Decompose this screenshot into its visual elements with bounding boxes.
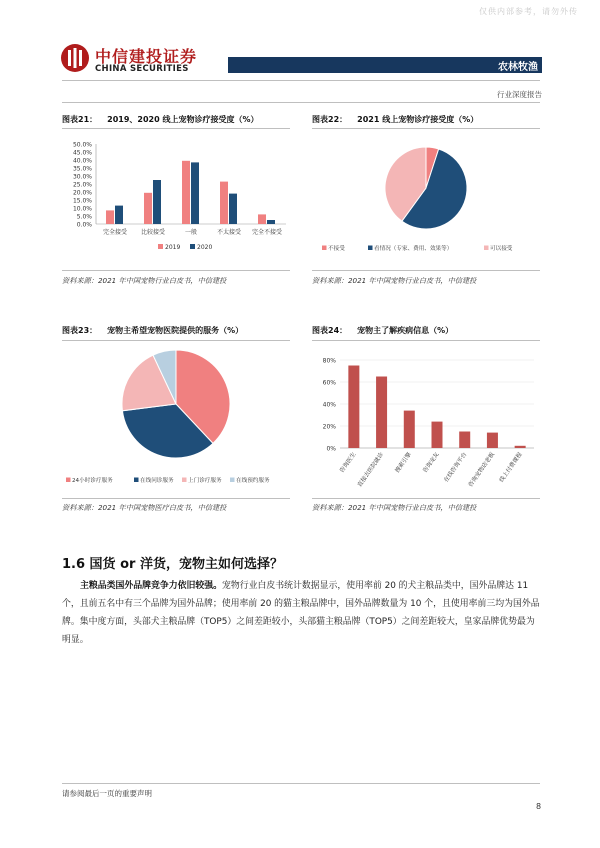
bar — [376, 377, 387, 449]
legend-swatch — [368, 246, 373, 251]
logo-english: CHINA SECURITIES — [95, 64, 189, 74]
bar — [432, 422, 443, 448]
x-tick-label: 直接去医院就诊 — [357, 451, 386, 489]
legend-label: 2019 — [165, 244, 181, 251]
fig23-title: 图表23： 宠物主希望宠物医院提供的服务（%） — [62, 326, 244, 335]
legend-label: 看情况（专家、费用、效果等） — [374, 246, 453, 252]
section-lead: 主粮品类国外品牌竞争力依旧较强。 — [80, 581, 222, 591]
report-type: 行业深度报告 — [497, 90, 542, 99]
footer-disclaimer: 请参阅最后一页的重要声明 — [62, 789, 152, 798]
fig22-bottom-rule — [312, 270, 540, 271]
bar-2019 — [258, 214, 266, 224]
header-bar — [228, 57, 542, 73]
header-rule — [62, 80, 540, 81]
y-tick-label: 20% — [322, 423, 336, 431]
legend-label: 在线预约服务 — [236, 478, 270, 484]
fig21-source: 资料来源：2021 年中国宠物行业白皮书，中信建投 — [62, 276, 227, 285]
x-tick-label: 线上付费课程 — [498, 451, 524, 484]
x-tick-label: 比较接受 — [140, 229, 166, 236]
logo-text: 中信建投证券 — [95, 47, 198, 66]
x-tick-label: 咨询医生 — [339, 451, 358, 475]
legend-label: 2020 — [197, 244, 213, 251]
legend-swatch — [230, 478, 235, 483]
legend-swatch — [190, 244, 195, 249]
fig22-title: 图表22： 2021 线上宠物诊疗接受度（%） — [312, 115, 479, 124]
x-tick-label: 完全不接受 — [251, 229, 283, 236]
y-tick-label: 40% — [322, 401, 336, 409]
legend-swatch — [66, 478, 71, 483]
bar — [348, 366, 359, 449]
legend-swatch — [484, 246, 489, 251]
chart-disease-info — [312, 346, 540, 494]
legend-swatch — [134, 478, 139, 483]
x-tick-label: 一般 — [184, 229, 198, 236]
fig24-rule — [312, 340, 540, 341]
fig21-rule — [62, 128, 290, 129]
bar-2019 — [182, 161, 190, 224]
legend-swatch — [322, 246, 327, 251]
legend-label: 上门诊疗服务 — [188, 478, 222, 484]
y-tick-label: 5.0% — [76, 213, 92, 221]
footer-rule — [62, 783, 540, 784]
fig21-bottom-rule — [62, 270, 290, 271]
bar-2020 — [153, 180, 161, 224]
y-tick-label: 45.0% — [72, 149, 92, 157]
legend-label: 不接受 — [328, 246, 345, 252]
bar-2020 — [191, 162, 199, 224]
bar-2019 — [220, 182, 228, 224]
y-tick-label: 10.0% — [72, 205, 92, 213]
bar — [404, 411, 415, 448]
y-tick-label: 60% — [322, 379, 336, 387]
fig24-bottom-rule — [312, 498, 540, 499]
y-tick-label: 15.0% — [72, 197, 92, 205]
fig23-bottom-rule — [62, 498, 290, 499]
fig22-source: 资料来源：2021 年中国宠物行业白皮书，中信建投 — [312, 276, 477, 285]
watermark: 仅供内部参考，请勿外传 — [479, 7, 578, 16]
chart-services-pie — [62, 346, 290, 494]
bar — [459, 432, 470, 449]
chart-acceptance-2019-2020 — [62, 136, 290, 266]
header-rule-2 — [62, 102, 540, 103]
fig24-source: 资料来源：2021 年中国宠物行业白皮书，中信建投 — [312, 503, 477, 512]
legend-swatch — [158, 244, 163, 249]
legend-label: 在线问诊服务 — [140, 478, 174, 484]
section-body-text: 宠物行业白皮书统计数据显示，使用率前 20 的犬主粮品类中，国外品牌达 11 个，且前五名中有三个品牌为国外品牌；使用率前 20 的猫主粮品牌中，国外品牌数量为 10 个，且使用率前三均为国外品牌。集中度方面，头部犬主粮品牌（TOP5）之间差距较小，头部猫主粮品牌（TOP5）之间差距较大，皇家品牌优势最为明显。 — [62, 581, 540, 645]
fig23-source: 资料来源：2021 年中国宠物医疗白皮书，中信建投 — [62, 503, 227, 512]
y-tick-label: 40.0% — [72, 157, 92, 165]
x-tick-label: 不太接受 — [216, 229, 242, 236]
section-heading: 1.6 国货 or 洋货，宠物主如何选择？ — [62, 557, 283, 572]
y-tick-label: 0.0% — [76, 221, 92, 229]
fig22-rule — [312, 128, 540, 129]
section-body — [62, 577, 540, 649]
x-tick-label: 咨询宠友 — [422, 451, 441, 475]
y-tick-label: 20.0% — [72, 189, 92, 197]
fig24-title: 图表24： 宠物主了解疾病信息（%） — [312, 326, 454, 335]
y-tick-label: 30.0% — [72, 173, 92, 181]
y-tick-label: 80% — [322, 357, 336, 365]
y-tick-label: 35.0% — [72, 165, 92, 173]
bar-2020 — [115, 206, 123, 224]
bar-2020 — [267, 220, 275, 224]
x-tick-label: 搜索引擎 — [394, 451, 413, 475]
x-tick-label: 在线咨询平台 — [443, 451, 469, 484]
bar — [515, 446, 526, 448]
fig21-title: 图表21： 2019、2020 线上宠物诊疗接受度（%） — [62, 115, 259, 124]
legend-label: 24小时诊疗服务 — [72, 478, 113, 484]
bar — [487, 433, 498, 448]
bar-2020 — [229, 194, 237, 224]
sector-label: 农林牧渔 — [498, 62, 538, 73]
x-tick-label: 咨询宠物店老板 — [467, 451, 497, 489]
y-tick-label: 25.0% — [72, 181, 92, 189]
page-number: 8 — [536, 802, 542, 811]
y-tick-label: 0% — [326, 445, 336, 453]
x-tick-label: 完全接受 — [102, 229, 128, 236]
legend-label: 可以接受 — [490, 246, 513, 252]
legend-swatch — [182, 478, 187, 483]
logo-icon — [60, 43, 90, 73]
bar-2019 — [144, 193, 152, 224]
bar-2019 — [106, 210, 114, 224]
chart-acceptance-2021-pie — [312, 136, 540, 266]
fig23-rule — [62, 340, 290, 341]
y-tick-label: 50.0% — [72, 141, 92, 149]
